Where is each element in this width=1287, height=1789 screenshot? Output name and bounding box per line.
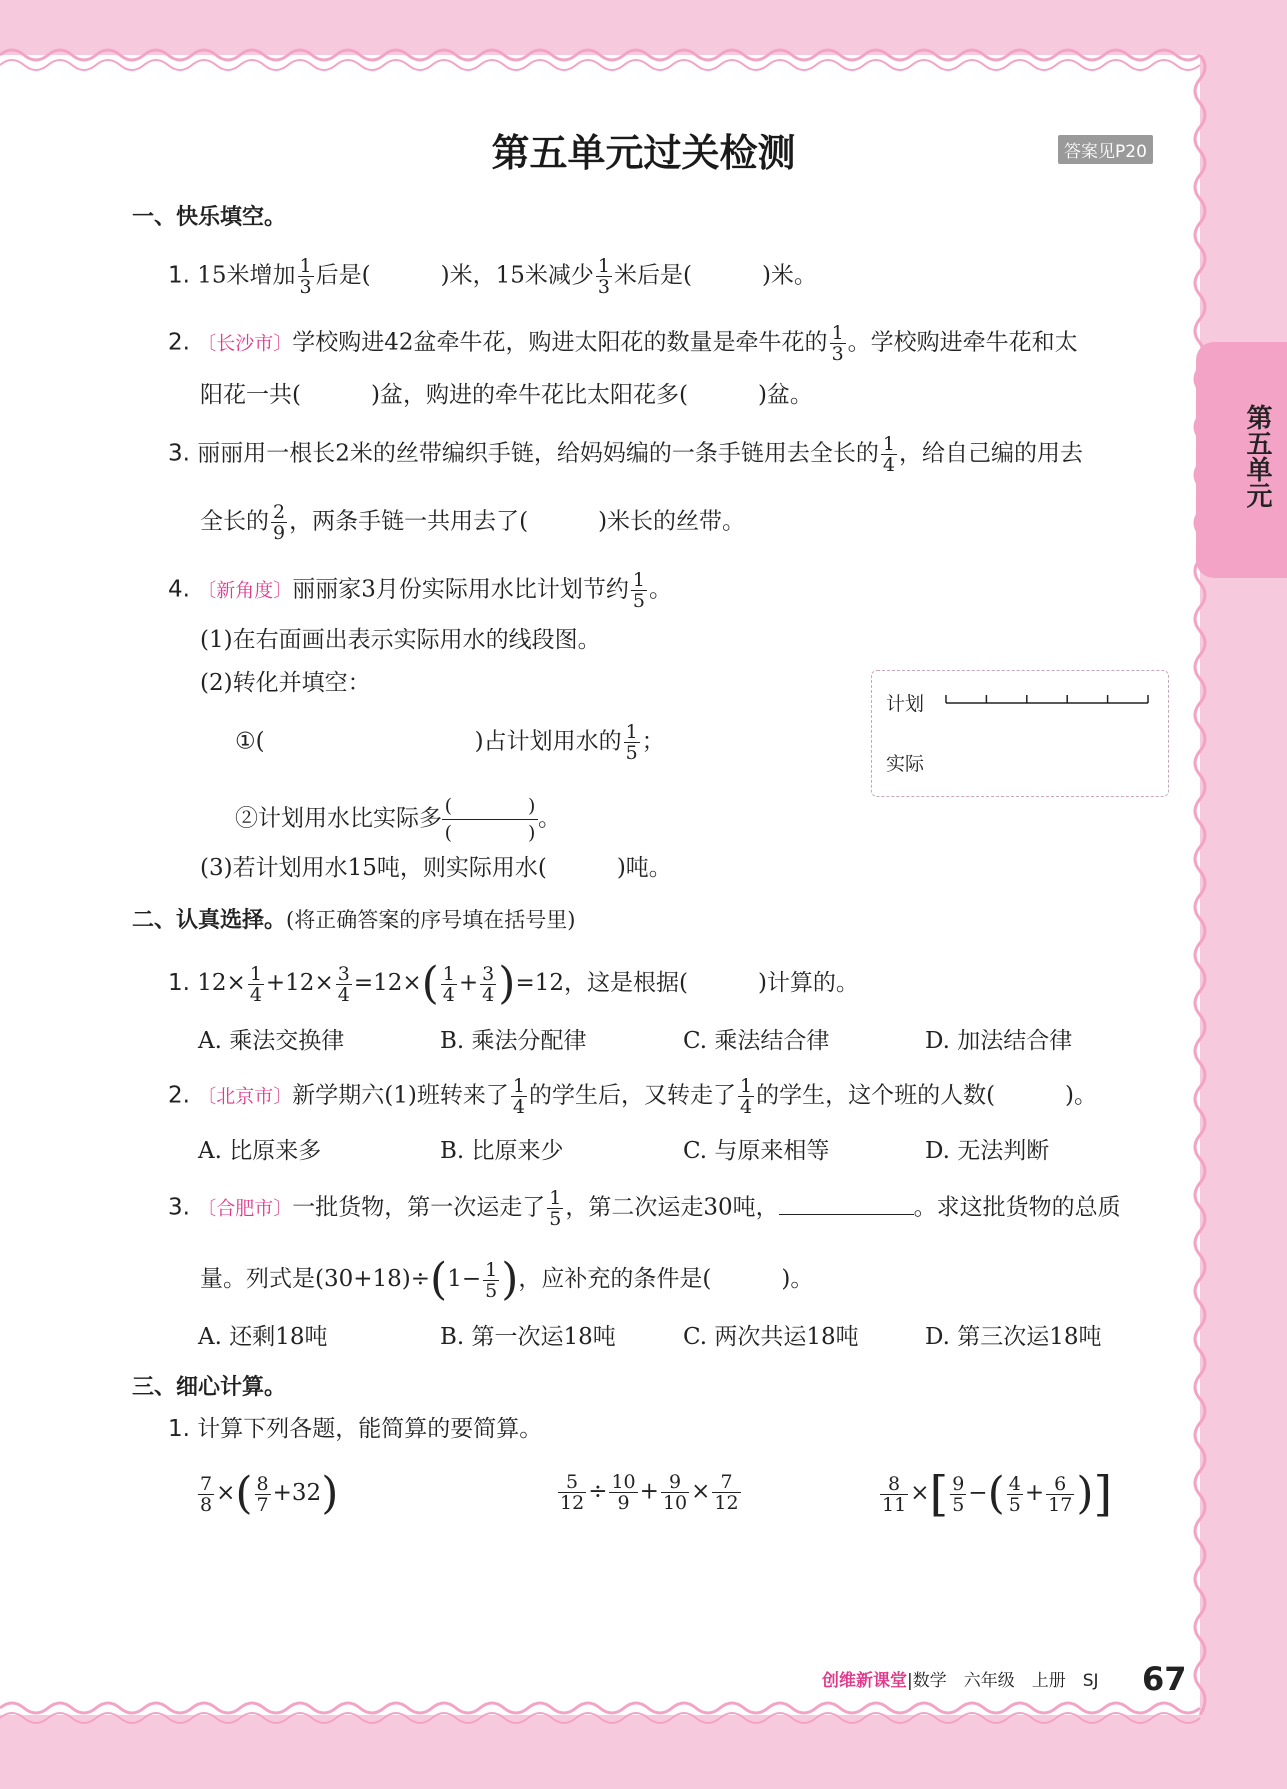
s3-expr-1: $\frac{7}{8}$ ×( $\frac{8}{7}$ +32) (200, 1468, 339, 1519)
region-tag: 〔新角度〕 (197, 579, 293, 602)
section3-heading: 三、细心计算。 (132, 1375, 287, 1400)
plan-segment-line (942, 689, 1152, 713)
s2-q2-option-d[interactable]: D. 无法判断 (925, 1138, 1050, 1164)
s2-q1: 1. 12× $\frac{1}{4}$ +12× $\frac{3}{4}$ =12×( $\frac{1}{4}$ + $\frac{3}{4}$ )=12，这是根据( )计算的。 (168, 958, 859, 1009)
s2-q3-line2: 量。列式是(30+18)÷(1− $\frac{1}{5}$ )，应补充的条件是( )。 (200, 1254, 814, 1305)
s1-q4-line1: 4. 〔新角度〕丽丽家3月份实际用水比计划节约 $\frac{1}{5}$ 。 (168, 569, 673, 612)
fraction: $\frac{1}{3}$ (831, 322, 844, 365)
s1-q2-line1: 2. 〔长沙市〕学校购进42盆牵牛花，购进太阳花的数量是牵牛花的 $\frac{1}{3}$ 。学校购进牵牛花和太 (168, 322, 1078, 365)
s1-q1: 1. 15米增加 $\frac{1}{3}$ 后是( )米，15米减少 $\frac{1}{3}$ 米后是( )米。 (168, 255, 817, 298)
s2-q2: 2. 〔北京市〕新学期六(1)班转来了 $\frac{1}{4}$ 的学生后，又转走了 $\frac{1}{4}$ 的学生，这个班的人数( )。 (168, 1075, 1098, 1118)
fraction: $\frac{1}{5}$ (625, 721, 638, 764)
s1-q2-line2: 阳花一共( )盆，购进的牵牛花比太阳花多( )盆。 (200, 382, 813, 408)
fraction: $\frac{1}{3}$ (299, 255, 312, 298)
s2-q1-option-c[interactable]: C. 乘法结合律 (683, 1028, 830, 1054)
footer-info: 创维新课堂|数学 六年级 上册 SJ (822, 1671, 1099, 1691)
side-unit-tab (1196, 342, 1287, 578)
s3-expr-2: $\frac{5}{12}$ ÷ $\frac{10}{9}$ + $\frac{9}{10}$ × $\frac{7}{12}$ (560, 1471, 739, 1514)
plan-label: 计划 (886, 693, 925, 715)
region-tag: 〔长沙市〕 (197, 332, 293, 355)
fraction: $\frac{1}{5}$ (632, 569, 646, 612)
s2-q3-option-a[interactable]: A. 还剩18吨 (198, 1324, 328, 1350)
s2-q3-option-d[interactable]: D. 第三次运18吨 (925, 1324, 1102, 1350)
s2-q2-option-c[interactable]: C. 与原来相等 (683, 1138, 830, 1164)
footer-brand: 创维新课堂 (822, 1671, 907, 1691)
s1-q3-line1: 3. 丽丽用一根长2米的丝带编织手链，给妈妈编的一条手链用去全长的 $\frac{1}{4}$ ，给自己编的用去 (168, 433, 1083, 476)
s2-q3-option-c[interactable]: C. 两次共运18吨 (683, 1324, 859, 1350)
s2-q3-option-b[interactable]: B. 第一次运18吨 (440, 1324, 616, 1350)
s1-q4-c1: ①( )占计划用水的 $\frac{1}{5}$ ； (235, 721, 665, 764)
answer-reference-badge: 答案见P20 (1058, 135, 1153, 164)
s2-q1-option-a[interactable]: A. 乘法交换律 (198, 1028, 345, 1054)
s1-q3-line2: 全长的 $\frac{2}{9}$ ，两条手链一共用去了( )米长的丝带。 (200, 501, 746, 544)
region-tag: 〔北京市〕 (197, 1085, 293, 1108)
side-unit-tab-label: 第五单元 (1242, 404, 1272, 508)
s2-q2-option-a[interactable]: A. 比原来多 (198, 1138, 322, 1164)
bottom-wave-border (0, 1690, 1287, 1730)
s2-q2-option-b[interactable]: B. 比原来少 (440, 1138, 564, 1164)
fraction: $\frac{1}{3}$ (597, 255, 610, 298)
page-number: 67 (1142, 1660, 1187, 1698)
page-sheet (0, 55, 1200, 1715)
s1-q4-c2: ②计划用水比实际多 $\frac{( )}{( )}$。 (235, 795, 561, 844)
s3-expr-3: $\frac{8}{11}$ ×[ $\frac{9}{5}$ −( $\frac{4}{5}$ + $\frac{6}{17}$ )] (882, 1466, 1113, 1522)
line-segment-diagram[interactable] (871, 670, 1169, 797)
page-title: 第五单元过关检测 (491, 131, 796, 175)
blank-fraction: $\frac{( )}{( )}$ (442, 793, 538, 846)
s1-q4-sub1: (1)在右面画出表示实际用水的线段图。 (200, 627, 601, 653)
s3-q1: 1. 计算下列各题，能简算的要简算。 (168, 1416, 543, 1442)
section1-heading: 一、快乐填空。 (132, 205, 287, 230)
s2-q1-option-b[interactable]: B. 乘法分配律 (440, 1028, 587, 1054)
s2-q3-line1: 3. 〔合肥市〕一批货物，第一次运走了 $\frac{1}{5}$ ，第二次运走30吨， 。求这批货物的总质 (168, 1187, 1121, 1230)
top-wave-border (0, 45, 1287, 85)
fraction: $\frac{2}{9}$ (273, 501, 286, 544)
right-wave-border (1180, 55, 1220, 1715)
s1-q4-sub3: (3)若计划用水15吨，则实际用水( )吨。 (200, 855, 672, 881)
answer-underline (779, 1190, 914, 1215)
s2-q1-option-d[interactable]: D. 加法结合律 (925, 1028, 1073, 1054)
fraction: $\frac{1}{4}$ (882, 433, 895, 476)
region-tag: 〔合肥市〕 (197, 1197, 293, 1220)
section2-heading-row: 二、认真选择。(将正确答案的序号填在括号里) (132, 908, 576, 933)
s1-q4-sub2: (2)转化并填空： (200, 670, 371, 696)
actual-label: 实际 (886, 753, 925, 775)
